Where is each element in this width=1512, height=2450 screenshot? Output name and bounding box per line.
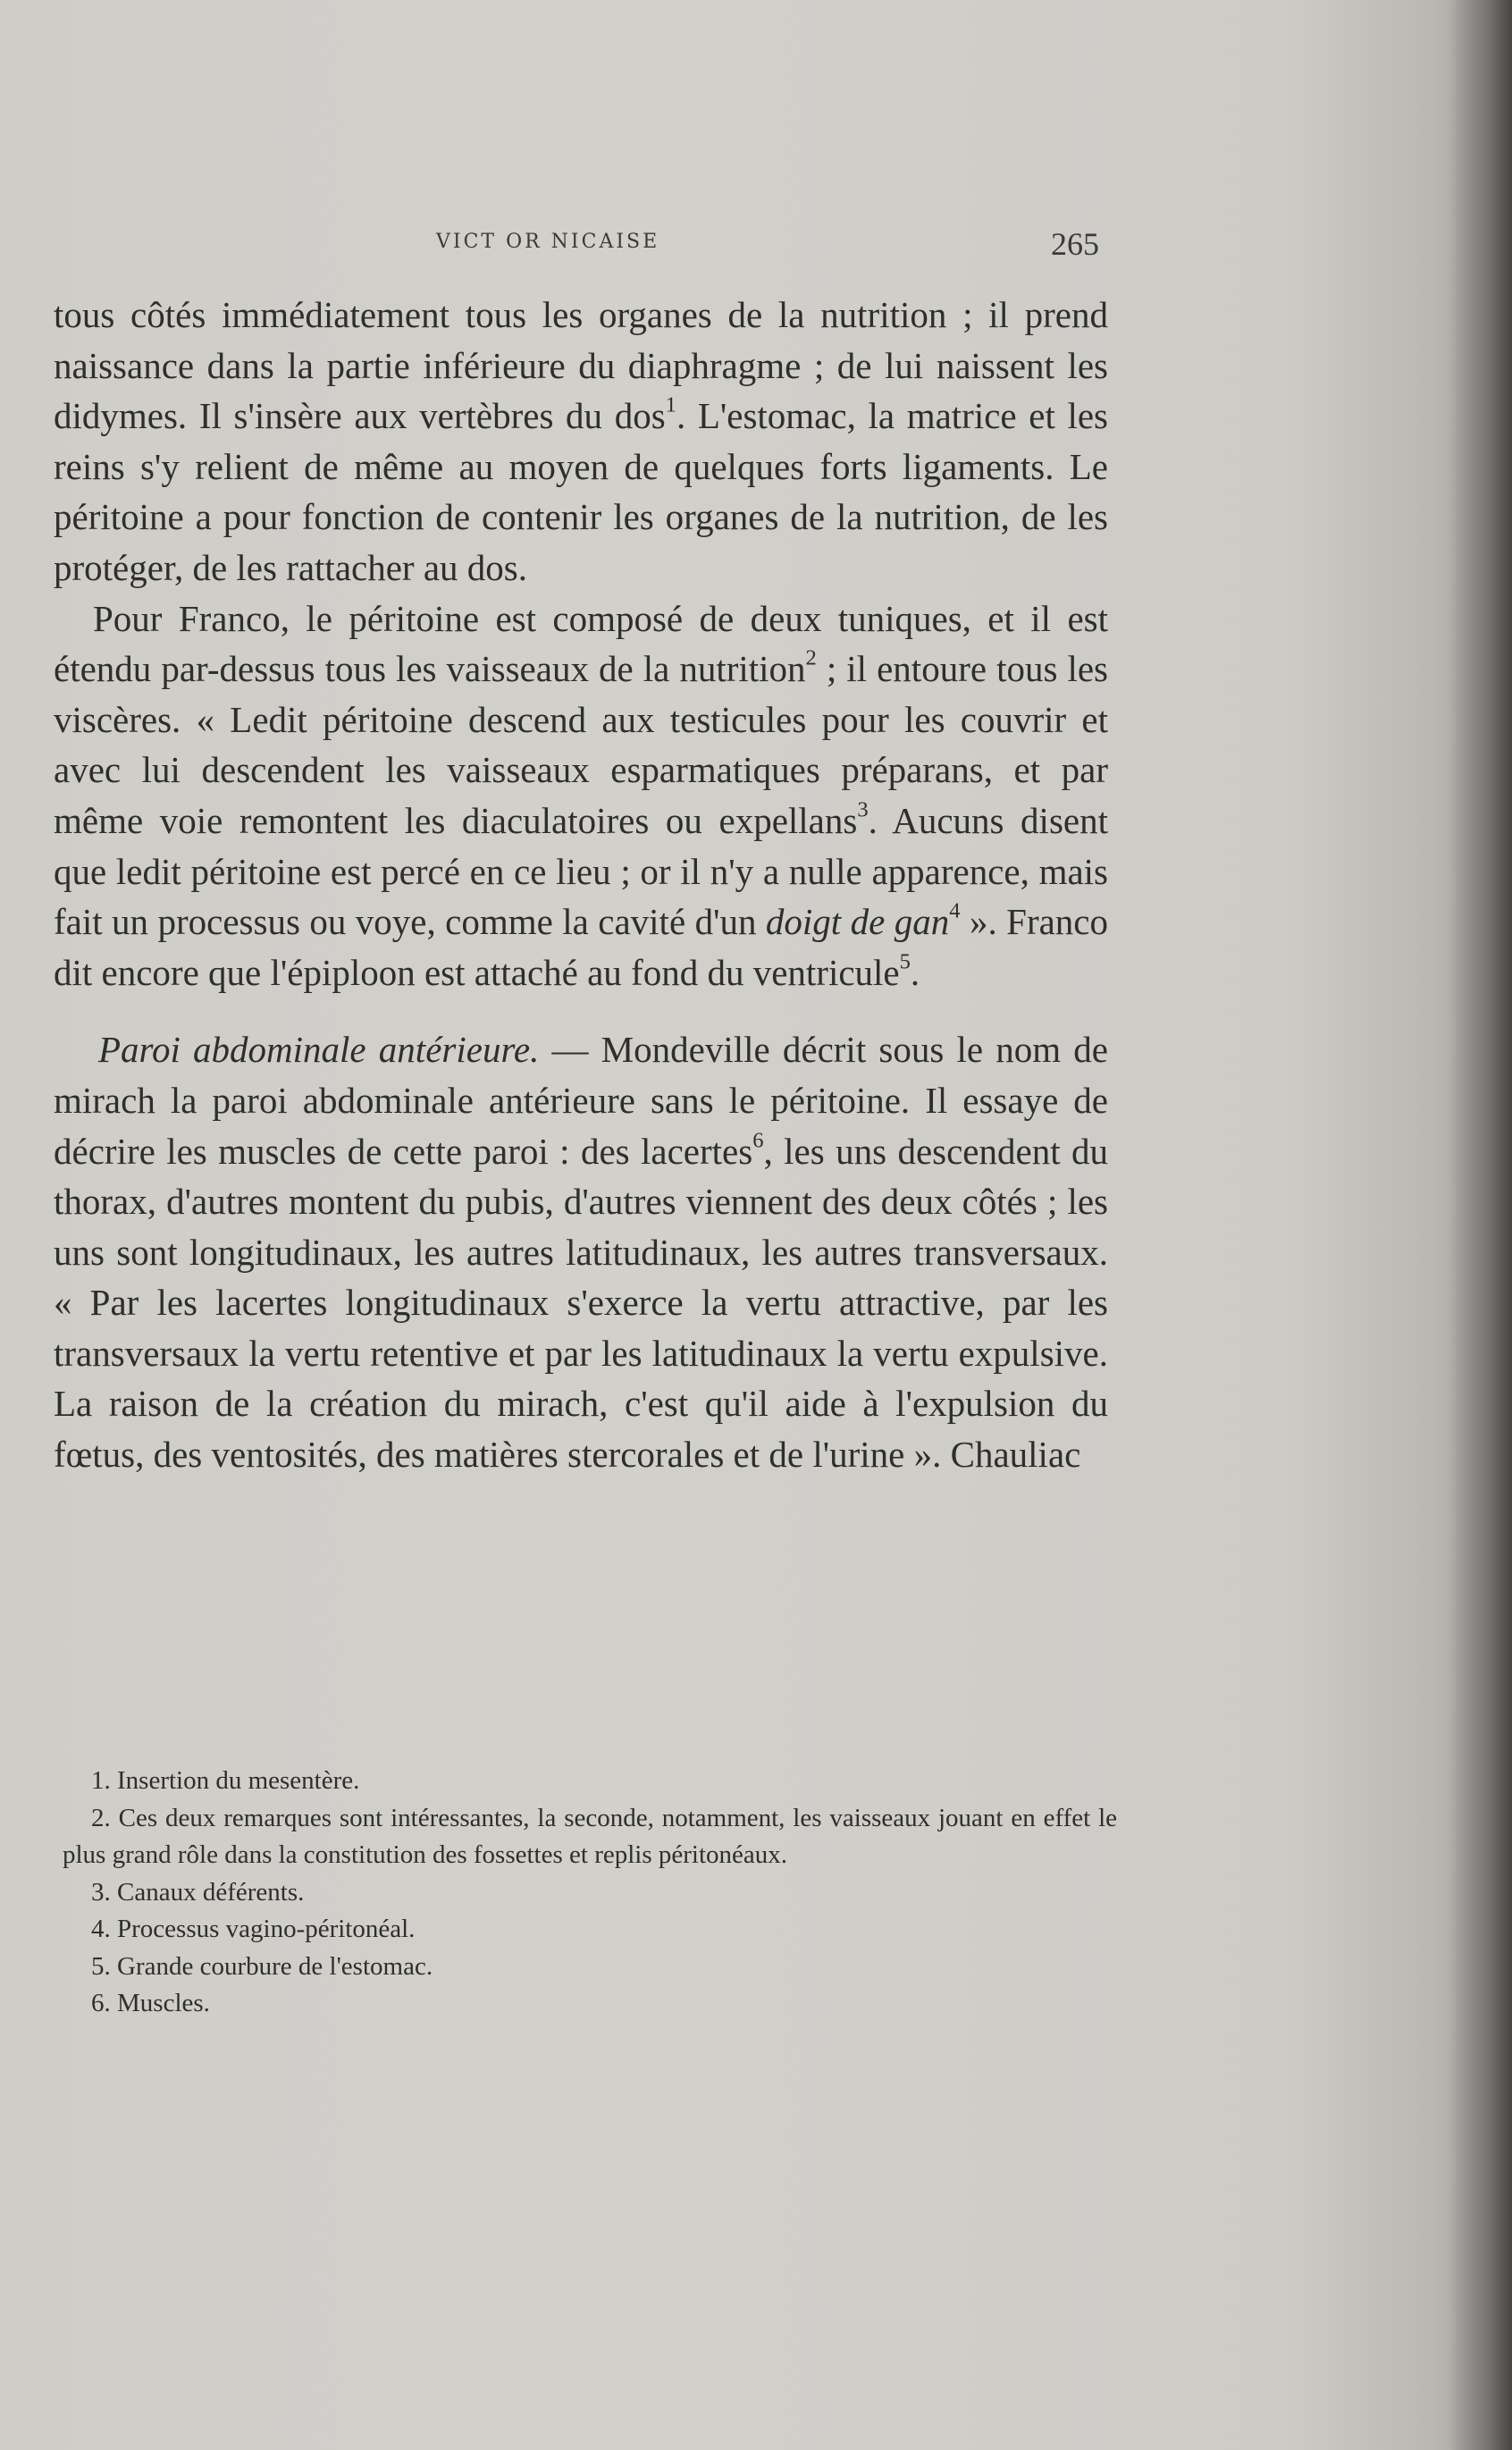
footnote-3: 3. Canaux déférents. <box>91 1877 305 1907</box>
page-gutter-shadow <box>1449 0 1512 2450</box>
text-run: Pour Franco, le péritoine est composé de deux tuniques, et il est étendu par-dessus tous les vaisseaux de la nutrition <box>54 597 1108 690</box>
footnote-4: 4. Processus vagino-péritonéal. <box>91 1915 416 1943</box>
footnote-ref: 2 <box>805 645 817 670</box>
running-head: VICT OR NICAISE <box>436 231 660 253</box>
text-run: — Mondeville décrit sous le nom de mirach la paroi abdominale antérieure sans le péritoine. Il essaye de décrire les muscles de cette paroi : des lacertes <box>54 1029 1108 1172</box>
footnote-ref: 3 <box>857 797 869 822</box>
text-run: . L'estomac, la matrice et les reins s'y relient de même au moyen de quelques forts ligaments. Le péritoine a pour fonction de contenir les organes de la nutrition, de les protéger, de les rattacher au dos. <box>54 395 1109 588</box>
footnote-6: 6. Muscles. <box>91 1989 210 2017</box>
footnote-ref: 1 <box>665 392 676 417</box>
footnotes <box>63 1763 1117 2023</box>
text-run: ; il entoure tous les viscères. « Ledit péritoine descend aux testicules pour les couvrir et avec lui descendent les vaisseaux esparmatiques préparans, et par même voie remontent les diaculatoires ou expellans <box>54 648 1108 841</box>
page-number: 265 <box>1051 226 1099 262</box>
text-run: ». Franco dit encore que l'épiploon est attaché au fond du ventricule <box>54 901 1108 993</box>
footnote-5: 5. Grande courbure de l'estomac. <box>91 1951 433 1981</box>
footnote-ref: 5 <box>899 949 911 974</box>
italic-term: doigt de gan <box>765 901 950 943</box>
text-run: tous côtés immédiatement tous les organes de la nutrition ; il prend naissance dans la partie inférieure du diaphragme ; de lui naissent les didymes. Il s'insère aux vertèbres du dos <box>54 294 1108 437</box>
paragraph-3 <box>54 1024 1108 1479</box>
footnote-ref: 4 <box>949 898 961 923</box>
footnote-ref: 6 <box>752 1128 764 1153</box>
paragraph-2 <box>54 594 1108 998</box>
main-text <box>54 290 1108 1480</box>
text-run: . Aucuns disent que ledit péritoine est percé en ce lieu ; or il n'y a nulle apparence, mais fait un processus ou voye, comme la cavité d'un <box>54 799 1108 943</box>
section-heading: Paroi abdominale antérieure. <box>98 1029 540 1071</box>
text-run: . <box>910 951 920 993</box>
paragraph-1 <box>54 290 1108 594</box>
footnote-1: 1. Insertion du mesentère. <box>91 1766 360 1795</box>
footnote-2: 2. Ces deux remarques sont intéressantes, la seconde, notamment, les vaisseaux jouant en effet le plus grand rôle dans la constitution des fossettes et replis péritonéaux. <box>63 1803 1117 1869</box>
text-run: , les uns descendent du thorax, d'autres montent du pubis, d'autres viennent des deux côtés ; les uns sont longitudinaux, les autres latitudinaux, les autres transversaux. « Par les lacertes longitudinaux s'exerce la vertu attractive, par les transversaux la vertu retentive et par les latitudinaux la vertu expulsive. La raison de la création du mirach, c'est qu'il aide à l'expulsion du fœtus, des ventosités, des matières stercorales et de l'urine ». Chauliac <box>54 1130 1109 1476</box>
